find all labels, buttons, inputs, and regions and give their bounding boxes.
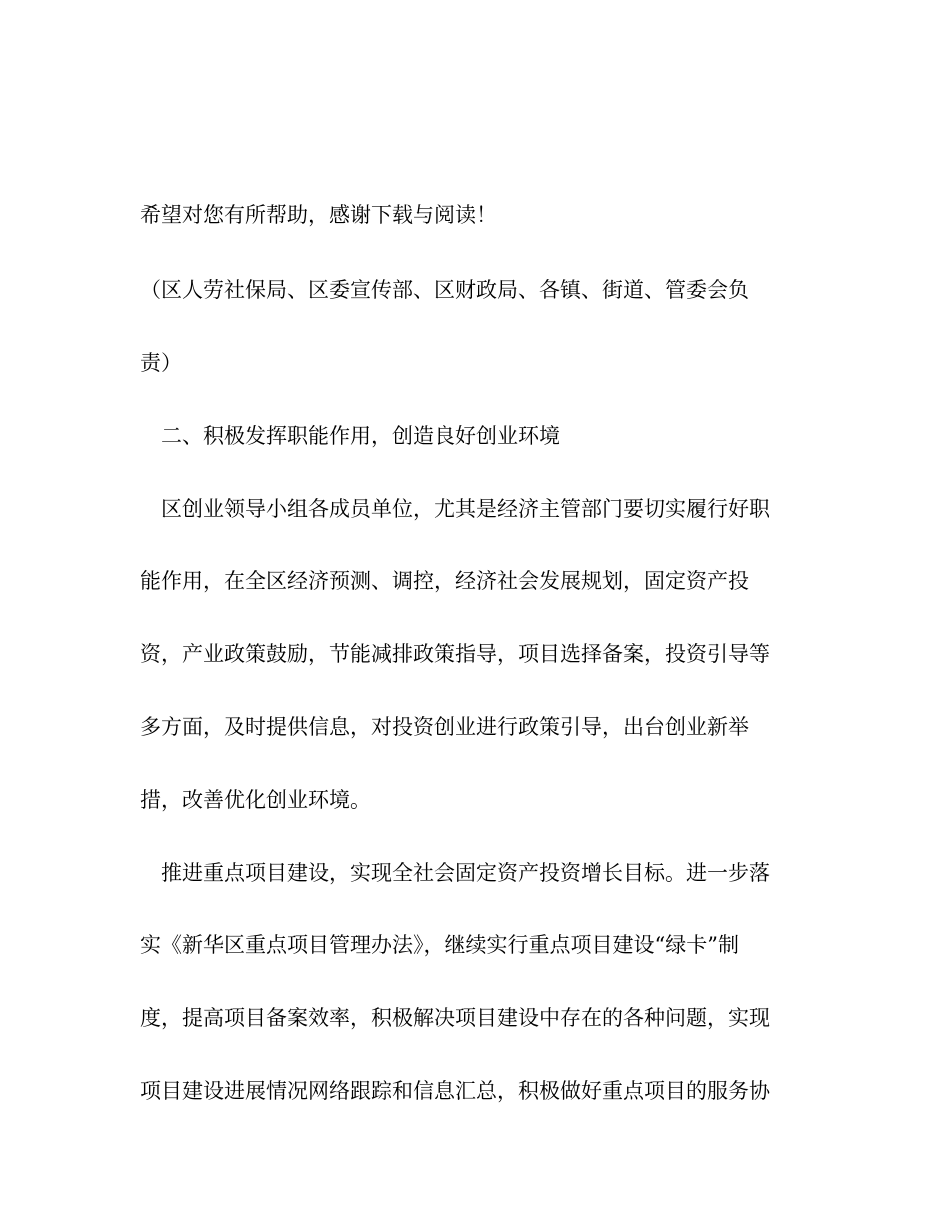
paragraph-line: 资，产业政策鼓励，节能减排政策指导，项目选择备案，投资引导等 xyxy=(140,642,770,666)
paragraph-line: 多方面，及时提供信息，对投资创业进行政策引导，出台创业新举 xyxy=(140,715,749,739)
paragraph-line: 实《新华区重点项目管理办法》，继续实行重点项目建设“绿卡”制 xyxy=(140,933,739,957)
text-line-responsible-units-end: 责） xyxy=(140,351,182,375)
text-line-responsible-units: （区人劳社保局、区委宣传部、区财政局、各镇、街道、管委会负 xyxy=(140,278,749,302)
paragraph-line: 度，提高项目备案效率，积极解决项目建设中存在的各种问题，实现 xyxy=(140,1006,770,1030)
text-line-closing: 希望对您有所帮助，感谢下载与阅读！ xyxy=(140,203,497,227)
paragraph-line: 项目建设进展情况网络跟踪和信息汇总，积极做好重点项目的服务协 xyxy=(140,1079,770,1103)
paragraph-line: 推进重点项目建设，实现全社会固定资产投资增长目标。进一步落 xyxy=(140,861,770,885)
section-heading: 二、积极发挥职能作用，创造良好创业环境 xyxy=(140,424,560,448)
paragraph-line: 区创业领导小组各成员单位，尤其是经济主管部门要切实履行好职 xyxy=(140,497,770,521)
paragraph-line: 措，改善优化创业环境。 xyxy=(140,788,371,812)
paragraph-line: 能作用，在全区经济预测、调控，经济社会发展规划，固定资产投 xyxy=(140,569,749,593)
